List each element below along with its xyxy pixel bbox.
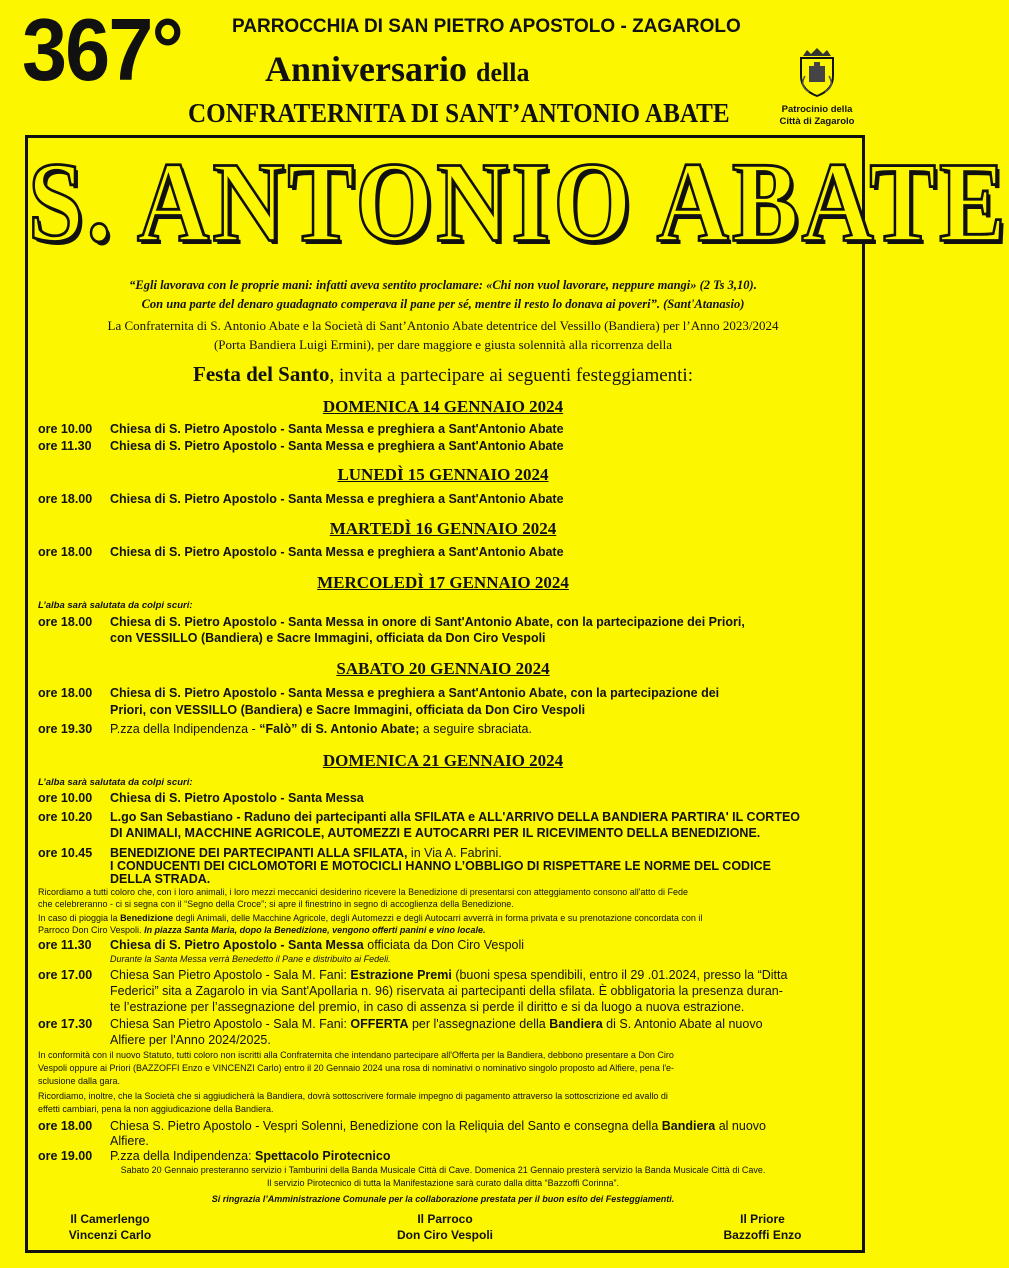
event-continuation: DELLA STRADA.	[110, 872, 211, 886]
vessillo: VESSILLO (Bandiera)	[175, 703, 303, 717]
event-continuation	[110, 703, 585, 717]
event-text: in Via A. Fabrini.	[410, 846, 502, 860]
note-text: In caso di pioggia la	[38, 913, 121, 923]
note-line: che celebreranno - ci si segna con il “Segno della Croce”; si apre il finestrino in segno di accoglienza della Benedizione.	[38, 899, 514, 909]
main-title: S. ANTONIO ABATE	[28, 138, 1009, 266]
day-heading-sunday-21: DOMENICA 21 GENNAIO 2024	[322, 751, 564, 770]
patronage-line-2: Città di Zagarolo	[779, 115, 855, 127]
event-row	[38, 1119, 766, 1133]
event-saint: Sant'Antonio Abate	[448, 422, 564, 436]
event-saint: Sant'Antonio Abate	[448, 439, 564, 453]
event-continuation: Alfiere per l'Anno 2024/2025.	[110, 1033, 271, 1047]
event-text: di S. Antonio Abate al nuovo	[602, 1017, 763, 1031]
signature-role: Il Camerlengo	[70, 1212, 150, 1226]
anniversary-word: Anniversario	[265, 49, 467, 89]
event-text: Chiesa di S. Pietro Apostolo - Santa Messa e preghiera a	[110, 422, 449, 436]
anniversary-line	[265, 48, 529, 90]
note-bold: Benedizione	[120, 913, 174, 923]
note-text: degli Animali, delle Macchine Agricole, degli Automezzi e degli Autocarri avverrà in forma privata e su prenotazione concordata con il	[173, 913, 703, 923]
event-time: ore 18.00	[38, 545, 93, 559]
event-continuation: I CONDUCENTI DEI CICLOMOTORI E MOTOCICLI HANNO L’OBBLIGO DI RISPETTARE LE NORME DEL CODICE	[110, 859, 771, 873]
event-text: e Sacre Immagini, officiata da Don Ciro Vespoli	[302, 703, 586, 717]
signature-role: Il Priore	[740, 1212, 785, 1226]
day-heading-monday-15: LUNEDÌ 15 GENNAIO 2024	[337, 465, 549, 484]
event-text: a seguire sbraciata.	[419, 722, 532, 736]
event-text: Priori, con	[110, 703, 176, 717]
event-row	[38, 846, 502, 860]
note-line: Ricordiamo a tutti coloro che, con i loro animali, i loro mezzi meccanici desiderino ricevere la Benedizione di presentarsi con atteggiamento consono all'atto di Fede	[38, 887, 689, 897]
event-bold: Bandiera	[661, 1119, 716, 1133]
note-line: effetti cambiari, pena la non aggiudicazione della Bandiera.	[38, 1104, 274, 1114]
patronage-note	[762, 104, 872, 128]
event-continuation: te l’estrazione per l’assegnazione del premio, in caso di assenza si perde il diritto e si da luogo a nuova estrazione.	[110, 1000, 745, 1014]
event-text: Chiesa di S. Pietro Apostolo - Santa Messa	[110, 938, 364, 952]
footer-note: Sabato 20 Gennaio presteranno servizio i Tamburini della Banda Musicale Città di Cave. Domenica 21 Gennaio presterà servizio la Banda Musicale Città di Cave.	[120, 1165, 766, 1175]
day-heading-tuesday-16: MARTEDÌ 16 GENNAIO 2024	[329, 519, 557, 538]
event-time: ore 10.00	[38, 422, 93, 436]
event-bold: Spettacolo Pirotecnico	[255, 1149, 391, 1163]
event-continuation: Federici” sita a Zagarolo in via Sant'Apollaria n. 96) riservata ai partecipanti della sfilata. È obbligatoria la presenza duran-	[110, 984, 783, 998]
note-line: Ricordiamo, inoltre, che la Società che si aggiudicherà la Bandiera, dovrà sottoscrivere formale impegno di pagamento attraverso la sottoscrizione ed avallo di	[38, 1091, 668, 1101]
event-time: ore 17.30	[38, 1017, 93, 1031]
event-text: L.go San Sebastiano - Raduno dei partecipanti alla SFILATA e ALL'ARRIVO DELLA BANDIERA PARTIRA' IL CORTEO	[110, 810, 801, 824]
quote-line-2: Con una parte del denaro guadagnato comperava il pane per sé, mentre il resto lo donava ai poveri”. (Sant'Atanasio)	[141, 297, 745, 311]
confraternity-name: CONFRATERNITA DI SANT’ANTONIO ABATE	[188, 98, 730, 128]
invite-rest: , invita a partecipare ai seguenti festeggiamenti:	[329, 365, 693, 386]
event-row	[38, 686, 719, 700]
falo: “Falò” di S. Antonio Abate;	[259, 722, 420, 736]
note-text: Parroco Don Ciro Vespoli.	[38, 925, 145, 935]
event-row	[38, 1149, 390, 1163]
signature-name: Don Ciro Vespoli	[396, 1227, 493, 1242]
event-time: ore 18.00	[38, 615, 93, 629]
event-text: per l'assegnazione della	[408, 1017, 550, 1031]
event-row	[38, 791, 364, 805]
event-text: (buoni spesa spendibili, entro il 29 .01.2024, presso la “Ditta	[451, 968, 788, 982]
town-crest-icon	[795, 46, 839, 98]
event-text: Chiesa di S. Pietro Apostolo - Santa Messa e preghiera a	[110, 545, 449, 559]
note-line: In conformità con il nuovo Statuto, tutti coloro non iscritti alla Confraternita che intendano partecipare all'Offerta per la Bandiera, debbono presentare a Don Ciro	[38, 1050, 674, 1060]
event-text: Chiesa di S. Pietro Apostolo - Santa Messa e preghiera a	[110, 439, 449, 453]
event-bold: OFFERTA	[350, 1017, 409, 1031]
event-time: ore 19.00	[38, 1149, 93, 1163]
event-saint: Sant'Antonio Abate	[448, 545, 564, 559]
event-text: Chiesa di S. Pietro Apostolo - Santa Messa in onore di	[110, 615, 435, 629]
event-text: con	[110, 631, 136, 645]
event-time: ore 10.00	[38, 791, 93, 805]
event-row	[38, 439, 564, 453]
note-bold: In piazza Santa Maria, dopo la Benedizione, vengono offerti panini e vino locale.	[144, 925, 486, 935]
event-saint: Sant'Antonio Abate	[448, 492, 564, 506]
event-row	[38, 615, 745, 629]
event-text: Chiesa San Pietro Apostolo - Sala M. Fani:	[110, 1017, 351, 1031]
signature-priore	[695, 1212, 830, 1243]
vessillo: VESSILLO (Bandiera)	[135, 631, 263, 645]
alba-note: L’alba sarà salutata da colpi scuri:	[38, 777, 193, 788]
event-saint: Sant'Antonio Abate,	[434, 615, 554, 629]
event-row	[38, 810, 800, 824]
event-time: ore 10.20	[38, 810, 93, 824]
patronage-line-1: Patrocinio della	[781, 104, 853, 115]
signature-name: Bazzoffi Enzo	[723, 1227, 802, 1242]
event-text: officiata da Don Ciro Vespoli	[363, 938, 525, 952]
note-line	[38, 925, 485, 935]
event-time: ore 18.00	[38, 1119, 93, 1133]
event-time: ore 19.30	[38, 722, 93, 736]
event-text: BENEDIZIONE DEI PARTECIPANTI ALLA SFILATA,	[110, 846, 411, 860]
event-time: ore 11.30	[38, 938, 92, 952]
signature-parroco	[370, 1212, 520, 1243]
alba-note: L’alba sarà salutata da colpi scuri:	[38, 600, 193, 611]
event-text: con la partecipazione dei Priori,	[553, 615, 745, 629]
event-text: Chiesa di S. Pietro Apostolo - Santa Messa e preghiera a	[110, 492, 449, 506]
event-row	[38, 1017, 763, 1031]
event-row	[38, 968, 787, 982]
event-row	[38, 492, 564, 506]
parish-name: PARROCCHIA DI SAN PIETRO APOSTOLO - ZAGAROLO	[232, 16, 741, 37]
signature-name: Vincenzi Carlo	[68, 1227, 152, 1242]
event-bold: Estrazione Premi	[350, 968, 452, 982]
event-text: Chiesa San Pietro Apostolo - Sala M. Fani:	[110, 968, 351, 982]
signature-role: Il Parroco	[417, 1212, 473, 1226]
signature-camerlengo	[45, 1212, 175, 1243]
event-text: al nuovo	[715, 1119, 766, 1133]
anniversary-number: 367°	[22, 0, 183, 99]
event-note: Durante la Santa Messa verrà Benedetto il Pane e distribuito ai Fedeli.	[110, 954, 391, 964]
event-row	[38, 938, 524, 952]
event-text: Chiesa S. Pietro Apostolo - Vespri Solenni, Benedizione con la Reliquia del Santo e consegna della	[110, 1119, 662, 1133]
event-time: ore 10.45	[38, 846, 93, 860]
event-continuation	[110, 631, 546, 645]
day-heading-saturday-20: SABATO 20 GENNAIO 2024	[336, 659, 550, 678]
quote-line-1: “Egli lavorava con le proprie mani: infatti aveva sentito proclamare: «Chi non vuol lavorare, neppure mangi» (2 Ts 3,10).	[129, 278, 757, 292]
footer-note: Il servizio Pirotecnico di tutta la Manifestazione sarà curato dalla ditta “Bazzoffi Corinna”.	[266, 1178, 619, 1188]
day-heading-wednesday-17: MERCOLEDÌ 17 GENNAIO 2024	[317, 573, 569, 592]
event-row	[38, 422, 564, 436]
event-text: Chiesa di S. Pietro Apostolo - Santa Messa e preghiera a	[110, 686, 449, 700]
event-text: P.zza della Indipendenza:	[110, 1149, 256, 1163]
festa-del-santo: Festa del Santo	[193, 362, 330, 386]
intro-line-2: (Porta Bandiera Luigi Ermini), per dare maggiore e giusta solennità alla ricorrenza della	[213, 337, 673, 352]
note-line: Vespoli oppure ai Priori (BAZZOFFI Enzo e VINCENZI Carlo) entro il 20 Gennaio 2024 una rosa di nominativi o nominativo singolo proposto ad Alfiere, pena l'e-	[38, 1063, 675, 1073]
event-continuation: DI ANIMALI, MACCHINE AGRICOLE, AUTOMEZZI E AUTOCARRI PER IL RICEVIMENTO DELLA BENEDIZIONE.	[110, 826, 761, 840]
event-row	[38, 722, 532, 736]
event-row	[38, 545, 564, 559]
note-line: sclusione dalla gara.	[38, 1076, 121, 1086]
event-bold: Bandiera	[549, 1017, 603, 1031]
invite-line	[30, 362, 856, 387]
event-text: con la partecipazione dei	[567, 686, 720, 700]
event-continuation: Alfiere.	[110, 1134, 149, 1148]
event-time: ore 11.30	[38, 439, 92, 453]
note-line	[38, 913, 702, 923]
event-text: e Sacre Immagini, officiata da Don Ciro Vespoli	[262, 631, 546, 645]
intro-line-1: La Confraternita di S. Antonio Abate e la Società di Sant’Antonio Abate detentrice del Vessillo (Bandiera) per l’Anno 2023/2024	[107, 318, 779, 333]
thanks-line: Si ringrazia l’Amministrazione Comunale per la collaborazione prestata per il buon esito dei Festeggiamenti.	[211, 1194, 675, 1204]
event-text: Chiesa di S. Pietro Apostolo - Santa Messa	[110, 791, 364, 805]
day-heading-sunday-14: DOMENICA 14 GENNAIO 2024	[322, 397, 564, 416]
event-time: ore 18.00	[38, 492, 93, 506]
event-text: P.zza della Indipendenza -	[110, 722, 260, 736]
event-saint: Sant'Antonio Abate,	[448, 686, 568, 700]
event-time: ore 18.00	[38, 686, 93, 700]
event-time: ore 17.00	[38, 968, 93, 982]
della-word: della	[476, 58, 530, 87]
